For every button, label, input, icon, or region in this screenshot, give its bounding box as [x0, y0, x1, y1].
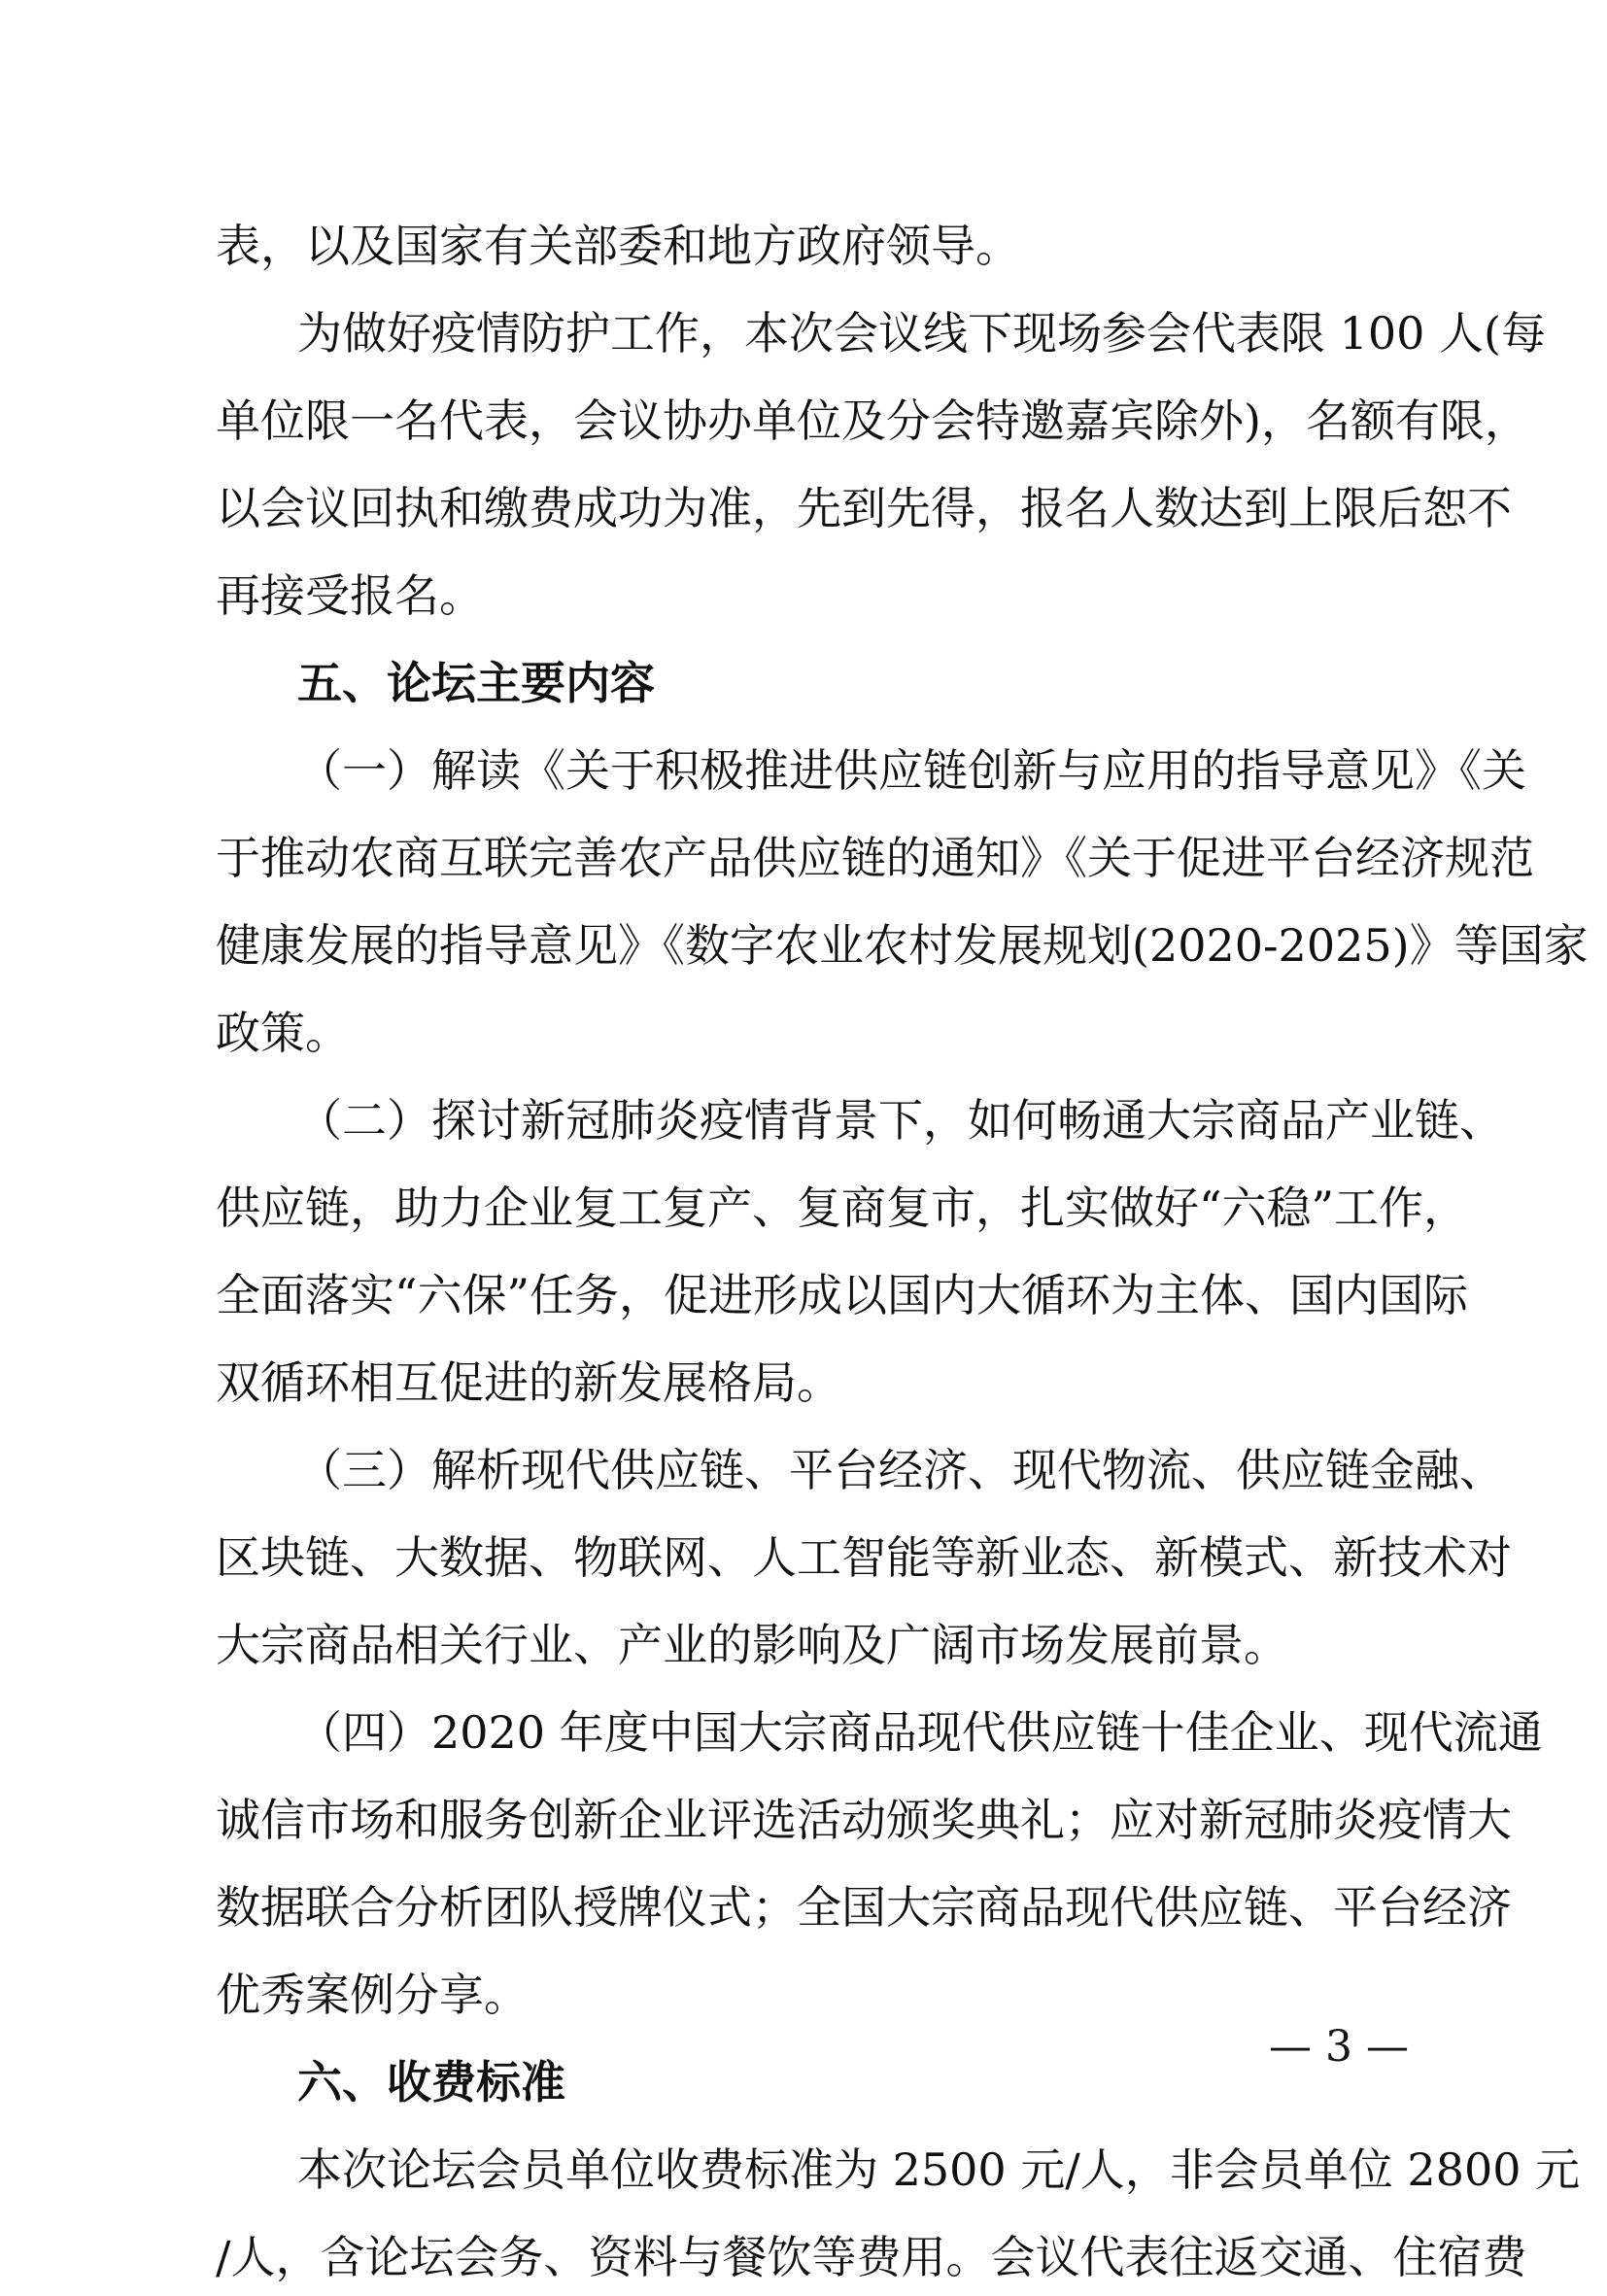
paragraph-line: 单位限一名代表，会议协办单位及分会特邀嘉宾除外)，名额有限， [216, 394, 1529, 447]
paragraph-continuation-line: 表，以及国家有关部委和地方政府领导。 [216, 220, 1020, 272]
content-item-four-line: 优秀案例分享。 [216, 1969, 529, 2021]
content-item-one-line: （一）解读《关于积极推进供应链创新与应用的指导意见》《关 [297, 744, 1526, 797]
fee-paragraph-line: /人，含论坛会务、资料与餐饮等费用。会议代表往返交通、住宿费 [216, 2231, 1527, 2283]
content-item-two-line: 双循环相互促进的新发展格局。 [216, 1356, 841, 1409]
content-item-two-line: 全面落实“六保”任务，促进形成以国内大循环为主体、国内国际 [216, 1269, 1469, 1321]
content-item-four-line: 数据联合分析团队授牌仪式；全国大宗商品现代供应链、平台经济 [216, 1881, 1512, 1934]
paragraph-line: 为做好疫情防护工作，本次会议线下现场参会代表限 100 人(每 [297, 307, 1546, 360]
section-heading-content: 五、论坛主要内容 [297, 657, 655, 709]
content-item-three-line: （三）解析现代供应链、平台经济、现代物流、供应链金融、 [297, 1444, 1504, 1496]
paragraph-line: 再接受报名。 [216, 569, 484, 622]
page-number: — 3 — [1269, 2022, 1409, 2072]
section-heading-fees: 六、收费标准 [297, 2056, 565, 2108]
content-item-one-line: 于推动农商互联完善农产品供应链的通知》《关于促进平台经济规范 [216, 832, 1534, 884]
content-item-four-line: 诚信市场和服务创新企业评选活动颁奖典礼；应对新冠肺炎疫情大 [216, 1794, 1512, 1846]
content-item-one-line: 政策。 [216, 1007, 350, 1059]
fee-paragraph-line: 本次论坛会员单位收费标准为 2500 元/人，非会员单位 2800 元 [297, 2143, 1581, 2196]
content-item-three-line: 大宗商品相关行业、产业的影响及广阔市场发展前景。 [216, 1619, 1288, 1671]
paragraph-line: 以会议回执和缴费成功为准，先到先得，报名人数达到上限后恕不 [216, 482, 1512, 534]
content-item-two-line: 供应链，助力企业复工复产、复商复市，扎实做好“六稳”工作， [216, 1182, 1469, 1234]
content-item-four-line: （四）2020 年度中国大宗商品现代供应链十佳企业、现代流通 [297, 1706, 1543, 1759]
content-item-one-line: 健康发展的指导意见》《数字农业农村发展规划(2020-2025)》等国家 [216, 919, 1589, 972]
content-item-two-line: （二）探讨新冠肺炎疫情背景下，如何畅通大宗商品产业链、 [297, 1094, 1504, 1147]
content-item-three-line: 区块链、大数据、物联网、人工智能等新业态、新模式、新技术对 [216, 1531, 1512, 1584]
